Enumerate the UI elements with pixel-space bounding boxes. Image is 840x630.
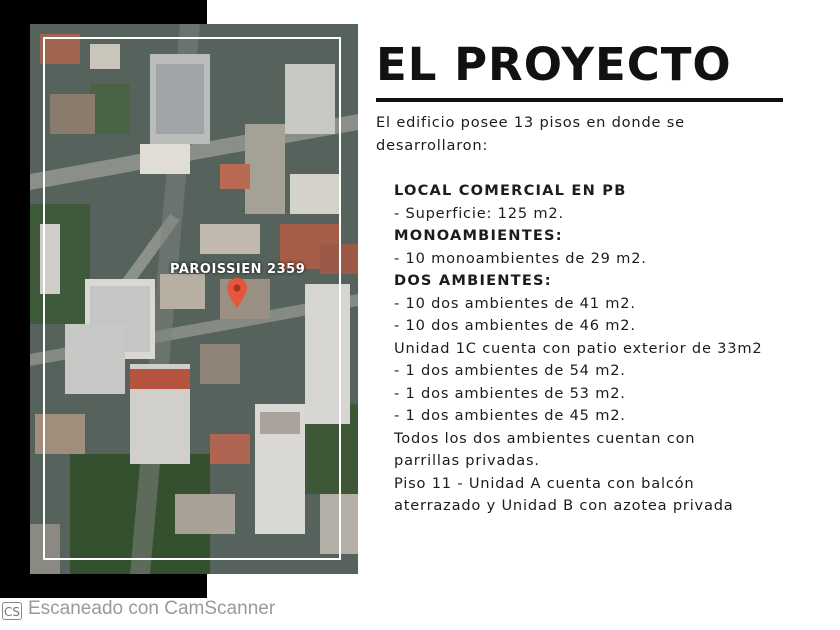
photo-frame	[43, 37, 341, 560]
watermark-text: Escaneado con CamScanner	[28, 598, 276, 619]
list-item: - 10 monoambientes de 29 m2.	[394, 249, 647, 267]
section-heading-local: LOCAL COMERCIAL EN PB	[394, 182, 627, 199]
list-item: - 1 dos ambientes de 54 m2.	[394, 362, 626, 379]
address-label: PAROISSIEN 2359	[170, 262, 306, 277]
location-pin-icon	[227, 278, 247, 308]
page-title: EL PROYECTO	[376, 38, 732, 91]
list-item: - 10 dos ambientes de 41 m2.	[394, 294, 636, 312]
camscanner-watermark	[0, 598, 330, 624]
list-item: - Superficie: 125 m2.	[394, 204, 564, 222]
list-item: - 10 dos ambientes de 46 m2.	[394, 317, 636, 334]
list-item: parrillas privadas.	[394, 452, 540, 469]
title-underline	[376, 98, 783, 102]
list-item: - 1 dos ambientes de 45 m2.	[394, 407, 626, 424]
list-item: Piso 11 - Unidad A cuenta con balcón	[394, 474, 695, 492]
units-list	[394, 180, 814, 518]
list-item: Unidad 1C cuenta con patio exterior de 33m2	[394, 339, 763, 357]
intro-text: El edificio posee 13 pisos en donde se desarrollaron:	[376, 114, 685, 154]
section-heading-dos-ambientes: DOS AMBIENTES:	[394, 272, 552, 289]
list-item: Todos los dos ambientes cuentan con	[394, 429, 696, 447]
list-item: aterrazado y Unidad B con azotea privada	[394, 497, 734, 514]
camscanner-logo-icon: CS	[2, 602, 22, 620]
list-item: - 1 dos ambientes de 53 m2.	[394, 384, 626, 402]
section-heading-monoambientes: MONOAMBIENTES:	[394, 227, 563, 244]
